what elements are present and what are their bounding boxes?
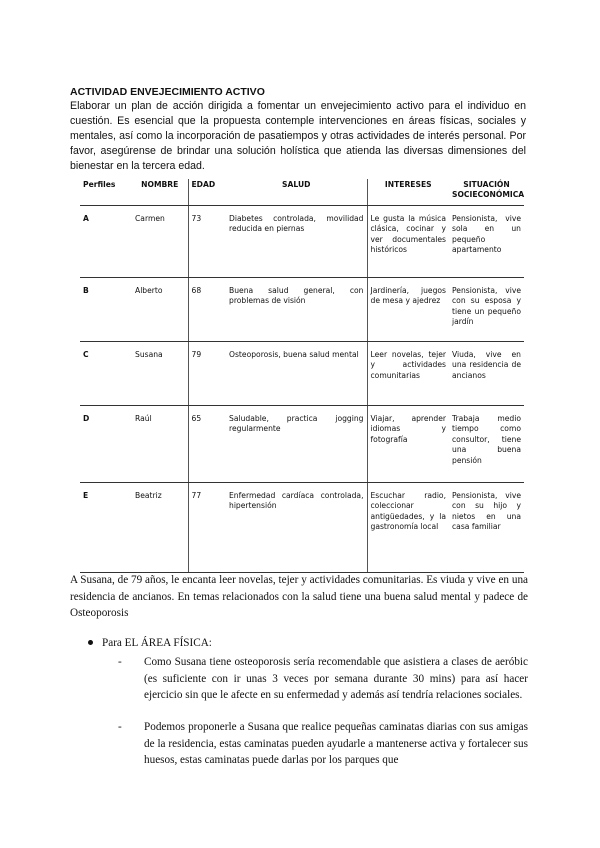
profile-name: Alberto (132, 278, 188, 342)
table-row (80, 342, 524, 406)
dash-marker: - (118, 656, 122, 668)
profiles-table (80, 179, 524, 573)
profile-interests: Escuchar radio, coleccionar antigüedades, y la gastronomía local (367, 483, 449, 573)
profile-health: Buena salud general, con problemas de visión (226, 278, 367, 342)
profile-age: 65 (188, 406, 226, 483)
profile-health: Enfermedad cardíaca controlada, hipertensión (226, 483, 367, 573)
profile-name: Carmen (132, 206, 188, 278)
profile-name: Susana (132, 342, 188, 406)
header-situacion: SITUACIÓN SOCIECONÓMICA (449, 179, 524, 206)
profile-socioeconomic: Pensionista, vive sola en un pequeño apartamento (449, 206, 524, 278)
profile-interests: Viajar, aprender idiomas y fotografía (367, 406, 449, 483)
profile-interests: Leer novelas, tejer y actividades comunitarias (367, 342, 449, 406)
profile-letter: C (80, 342, 132, 406)
table-row (80, 206, 524, 278)
profile-letter: B (80, 278, 132, 342)
header-nombre: NOMBRE (132, 179, 188, 206)
profile-letter: A (80, 206, 132, 278)
profile-socioeconomic: Trabaja medio tiempo como consultor, tiene una buena pensión (449, 406, 524, 483)
physical-area-heading (88, 637, 212, 649)
profile-name: Beatriz (132, 483, 188, 573)
header-intereses: INTERESES (367, 179, 449, 206)
profile-age: 77 (188, 483, 226, 573)
physical-area-heading-text: Para EL ÁREA FÍSICA: (102, 637, 212, 649)
dash-marker: - (118, 721, 122, 733)
susana-summary: A Susana, de 79 años, le encanta leer novelas, tejer y actividades comunitarias. Es viuda y vive en una residencia de ancianos. En temas relacionados con la salud tiene una buena salud mental y padece de Osteoporosis (70, 574, 528, 619)
profile-age: 73 (188, 206, 226, 278)
profile-health: Osteoporosis, buena salud mental (226, 342, 367, 406)
profile-socioeconomic: Viuda, vive en una residencia de ancianos (449, 342, 524, 406)
list-item-text: Podemos proponerle a Susana que realice pequeñas caminatas diarias con sus amigas de la residencia, estas caminatas pueden ayudarle a mantenerse activa y fortalecer sus huesos, estas caminatas puede darlas por los parques que (144, 721, 528, 766)
list-item (118, 719, 528, 769)
table-row (80, 406, 524, 483)
bullet-icon (88, 640, 93, 645)
header-salud: SALUD (226, 179, 367, 206)
profile-letter: E (80, 483, 132, 573)
profile-age: 79 (188, 342, 226, 406)
table-row (80, 483, 524, 573)
profile-socioeconomic: Pensionista, vive con su hijo y nietos en una casa familiar (449, 483, 524, 573)
profile-health: Saludable, practica jogging regularmente (226, 406, 367, 483)
list-item (118, 654, 528, 704)
table-header-row (80, 179, 524, 206)
list-item-text: Como Susana tiene osteoporosis sería recomendable que asistiera a clases de aeróbic (es suficiente con ir unas 3 veces por semana durante 30 mins) para así hacer ejercicio sin que le afecte en su enfermedad y además así tendría relaciones sociales. (144, 656, 528, 701)
document-intro: Elaborar un plan de acción dirigida a fomentar un envejecimiento activo para el individuo en cuestión. Es esencial que la propuesta contemple intervenciones en áreas físicas, sociales y mentales, así como la incorporación de pasatiempos y otras actividades de interés personal. Por favor, asegúrense de brindar una solución holística que atienda las diversas dimensiones del bienestar en la tercera edad. (70, 100, 526, 172)
profile-age: 68 (188, 278, 226, 342)
profile-socioeconomic: Pensionista, vive con su esposa y tiene un pequeño jardín (449, 278, 524, 342)
profile-letter: D (80, 406, 132, 483)
header-perfiles: Perfiles (80, 179, 132, 206)
profile-name: Raúl (132, 406, 188, 483)
table-row (80, 278, 524, 342)
profile-interests: Le gusta la música clásica, cocinar y ver documentales históricos (367, 206, 449, 278)
profile-health: Diabetes controlada, movilidad reducida en piernas (226, 206, 367, 278)
profile-interests: Jardinería, juegos de mesa y ajedrez (367, 278, 449, 342)
header-edad: EDAD (188, 179, 226, 206)
document-title: ACTIVIDAD ENVEJECIMIENTO ACTIVO (70, 86, 265, 98)
